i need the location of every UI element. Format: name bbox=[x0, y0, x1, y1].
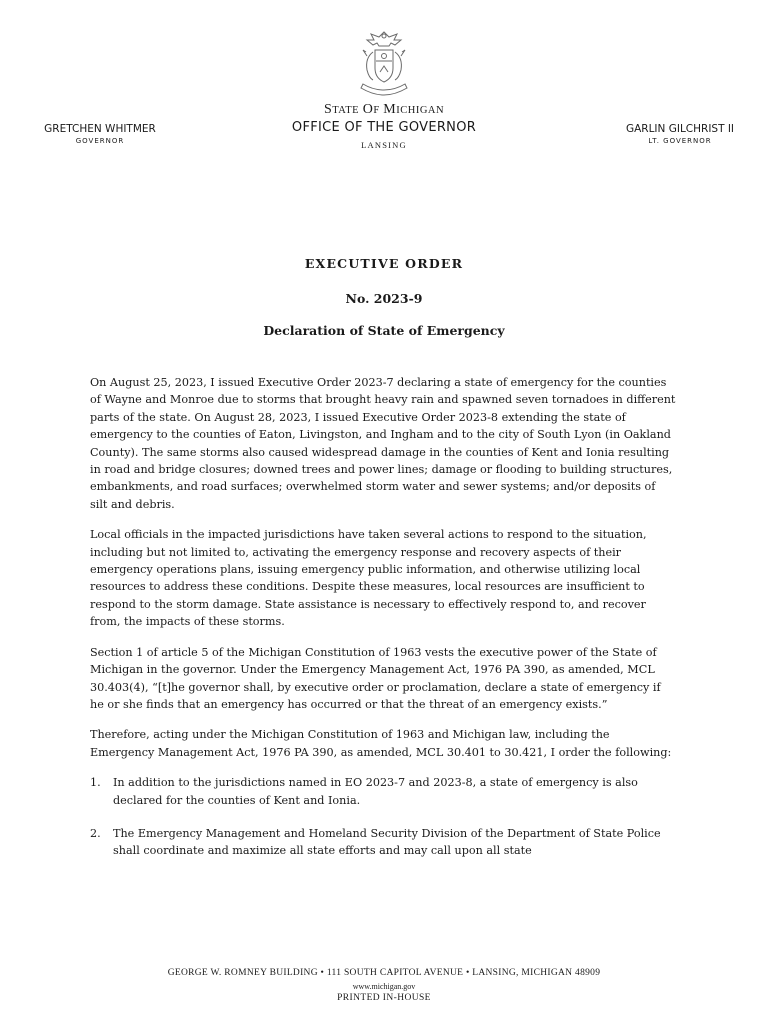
order-list bbox=[90, 774, 676, 860]
governor-title: GOVERNOR bbox=[75, 137, 125, 145]
governor-block bbox=[28, 123, 172, 145]
footer-address: GEORGE W. ROMNEY BUILDING • 111 SOUTH CAPITOL AVENUE • LANSING, MICHIGAN 48909 bbox=[167, 968, 601, 978]
list-item bbox=[90, 774, 676, 809]
lt-governor-block bbox=[612, 123, 748, 145]
city-heading: LANSING bbox=[361, 140, 407, 150]
footer-printed: PRINTED IN-HOUSE bbox=[337, 993, 431, 1003]
list-item-number: 2. bbox=[90, 826, 101, 840]
order-heading: EXECUTIVE ORDER bbox=[304, 256, 464, 271]
list-item-text: The Emergency Management and Homeland Security Division of the Department of State Police shall coordinate and maximize all state efforts and may call upon all state bbox=[113, 826, 661, 858]
paragraph: Therefore, acting under the Michigan Constitution of 1963 and Michigan law, including the Emergency Management Act, 1976 PA 390, as amended, MCL 30.401 to 30.421, I order the following: bbox=[90, 728, 672, 759]
lt-governor-title: LT. GOVERNOR bbox=[648, 137, 712, 145]
order-subject: Declaration of State of Emergency bbox=[263, 323, 505, 338]
paragraph: On August 25, 2023, I issued Executive Order 2023-7 declaring a state of emergency for the counties of Wayne and Monroe due to storms that brought heavy rain and spawned seven tornadoes in different parts of the state. On August 28, 2023, I issued Executive Order 2023-8 extending the state of emergency to the counties of Eaton, Livingston, and Ingham and to the city of South Lyon (in Oakland County). The same storms also caused widespread damage in the counties of Kent and Ionia resulting in road and bridge closures; downed trees and power lines; damage or flooding to building structures, embankments, and road surfaces; overwhelmed storm water and sewer systems; and/or deposits of silt and debris. bbox=[90, 376, 676, 511]
order-number: No. 2023-9 bbox=[345, 291, 423, 306]
office-of-governor-heading: OFFICE OF THE GOVERNOR bbox=[291, 120, 477, 135]
list-item-text: In addition to the jurisdictions named in EO 2023-7 and 2023-8, a state of emergency is also declared for the counties of Kent and Ionia. bbox=[113, 776, 638, 807]
list-item bbox=[90, 825, 676, 860]
state-of-michigan-heading: STATE OF MICHIGAN bbox=[323, 102, 445, 117]
lt-governor-name: GARLIN GILCHRIST II bbox=[625, 123, 735, 135]
governor-name: GRETCHEN WHITMER bbox=[44, 123, 156, 135]
paragraph: Local officials in the impacted jurisdictions have taken several actions to respond to the situation, including but not limited to, activating the emergency response and recovery aspects of their emergency operations plans, issuing emergency public information, and otherwise utilizing local resources to address these conditions. Despite these measures, local resources are insufficient to respond to the storm damage. State assistance is necessary to effectively respond to, and recover from, the impacts of these storms. bbox=[90, 528, 647, 629]
list-item-number: 1. bbox=[90, 776, 101, 790]
paragraph: Section 1 of article 5 of the Michigan Constitution of 1963 vests the executive power of the State of Michigan in the governor. Under the Emergency Management Act, 1976 PA 390, as amended, MCL 30.403(4), “[t]he governor shall, by executive order or proclamation, declare a state of emergency if he or she finds that an emergency has occurred or that the threat of an emergency exists.” bbox=[90, 645, 661, 711]
michigan-state-seal-icon bbox=[355, 28, 413, 98]
order-body bbox=[90, 374, 676, 876]
footer-website: www.michigan.gov bbox=[352, 982, 416, 991]
